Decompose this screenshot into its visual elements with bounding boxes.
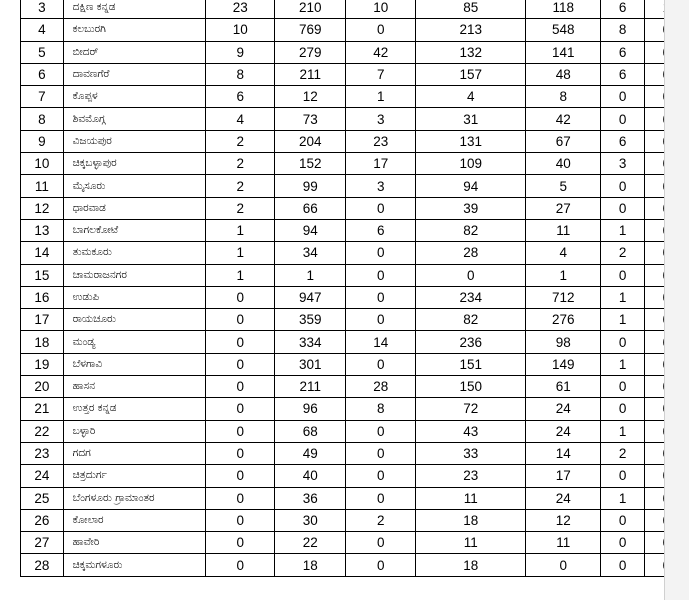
value-cell: 157 bbox=[416, 63, 526, 85]
value-cell: 2 bbox=[346, 509, 416, 531]
serial-number-cell: 25 bbox=[21, 487, 64, 509]
value-cell: 0 bbox=[206, 509, 275, 531]
table-row bbox=[21, 309, 689, 331]
value-cell: 8 bbox=[206, 63, 275, 85]
serial-number-cell: 21 bbox=[21, 398, 64, 420]
serial-number-cell: 6 bbox=[21, 63, 64, 85]
value-cell: 0 bbox=[601, 465, 644, 487]
table-row bbox=[21, 242, 689, 264]
value-cell: 6 bbox=[346, 219, 416, 241]
serial-number-cell: 9 bbox=[21, 130, 64, 152]
value-cell: 0 bbox=[206, 554, 275, 576]
value-cell: 712 bbox=[526, 286, 601, 308]
value-cell: 98 bbox=[526, 331, 601, 353]
value-cell: 23 bbox=[346, 130, 416, 152]
serial-number-cell: 14 bbox=[21, 242, 64, 264]
value-cell: 0 bbox=[601, 509, 644, 531]
value-cell: 94 bbox=[275, 219, 346, 241]
district-name-cell: ಕಲಬುರಗಿ bbox=[63, 19, 205, 41]
value-cell: 6 bbox=[601, 130, 644, 152]
value-cell: 0 bbox=[601, 86, 644, 108]
value-cell: 334 bbox=[275, 331, 346, 353]
table-row bbox=[21, 41, 689, 63]
table-row bbox=[21, 420, 689, 442]
value-cell: 8 bbox=[346, 398, 416, 420]
value-cell: 6 bbox=[601, 0, 644, 19]
value-cell: 10 bbox=[346, 0, 416, 19]
value-cell: 131 bbox=[416, 130, 526, 152]
serial-number-cell: 28 bbox=[21, 554, 64, 576]
value-cell: 1 bbox=[601, 353, 644, 375]
value-cell: 4 bbox=[206, 108, 275, 130]
value-cell: 109 bbox=[416, 153, 526, 175]
district-name-cell: ದಾವಣಗೆರೆ bbox=[63, 63, 205, 85]
table-row bbox=[21, 219, 689, 241]
value-cell: 151 bbox=[416, 353, 526, 375]
value-cell: 0 bbox=[346, 286, 416, 308]
value-cell: 11 bbox=[416, 487, 526, 509]
value-cell: 43 bbox=[416, 420, 526, 442]
value-cell: 1 bbox=[601, 286, 644, 308]
table-row bbox=[21, 175, 689, 197]
value-cell: 33 bbox=[416, 442, 526, 464]
value-cell: 39 bbox=[416, 197, 526, 219]
value-cell: 0 bbox=[346, 532, 416, 554]
value-cell: 947 bbox=[275, 286, 346, 308]
value-cell: 73 bbox=[275, 108, 346, 130]
value-cell: 36 bbox=[275, 487, 346, 509]
district-name-cell: ಬೆಳಗಾವಿ bbox=[63, 353, 205, 375]
district-name-cell: ಧಾರವಾಡ bbox=[63, 197, 205, 219]
value-cell: 6 bbox=[601, 41, 644, 63]
value-cell: 10 bbox=[206, 19, 275, 41]
value-cell: 22 bbox=[275, 532, 346, 554]
scan-margin bbox=[664, 0, 689, 600]
district-name-cell: ಬಳ್ಳಾರಿ bbox=[63, 420, 205, 442]
district-name-cell: ಉತ್ತರ ಕನ್ನಡ bbox=[63, 398, 205, 420]
value-cell: 99 bbox=[275, 175, 346, 197]
value-cell: 68 bbox=[275, 420, 346, 442]
value-cell: 132 bbox=[416, 41, 526, 63]
value-cell: 0 bbox=[206, 398, 275, 420]
district-name-cell: ಚಾಮರಾಜನಗರ bbox=[63, 264, 205, 286]
value-cell: 0 bbox=[346, 197, 416, 219]
district-name-cell: ಚಿತ್ರದುರ್ಗ bbox=[63, 465, 205, 487]
value-cell: 2 bbox=[601, 442, 644, 464]
value-cell: 3 bbox=[601, 153, 644, 175]
value-cell: 301 bbox=[275, 353, 346, 375]
value-cell: 150 bbox=[416, 376, 526, 398]
serial-number-cell: 4 bbox=[21, 19, 64, 41]
table-row bbox=[21, 86, 689, 108]
value-cell: 24 bbox=[526, 398, 601, 420]
district-name-cell: ರಾಯಚೂರು bbox=[63, 309, 205, 331]
value-cell: 0 bbox=[601, 532, 644, 554]
value-cell: 23 bbox=[416, 465, 526, 487]
value-cell: 2 bbox=[206, 197, 275, 219]
value-cell: 276 bbox=[526, 309, 601, 331]
value-cell: 0 bbox=[346, 487, 416, 509]
value-cell: 40 bbox=[275, 465, 346, 487]
table-row bbox=[21, 465, 689, 487]
value-cell: 0 bbox=[346, 19, 416, 41]
value-cell: 234 bbox=[416, 286, 526, 308]
value-cell: 82 bbox=[416, 309, 526, 331]
value-cell: 0 bbox=[601, 376, 644, 398]
table-row bbox=[21, 63, 689, 85]
value-cell: 28 bbox=[416, 242, 526, 264]
serial-number-cell: 17 bbox=[21, 309, 64, 331]
value-cell: 548 bbox=[526, 19, 601, 41]
value-cell: 17 bbox=[346, 153, 416, 175]
value-cell: 204 bbox=[275, 130, 346, 152]
serial-number-cell: 24 bbox=[21, 465, 64, 487]
value-cell: 359 bbox=[275, 309, 346, 331]
value-cell: 49 bbox=[275, 442, 346, 464]
serial-number-cell: 13 bbox=[21, 219, 64, 241]
table-row bbox=[21, 108, 689, 130]
serial-number-cell: 5 bbox=[21, 41, 64, 63]
value-cell: 0 bbox=[206, 420, 275, 442]
district-name-cell: ಉಡುಪಿ bbox=[63, 286, 205, 308]
table-row bbox=[21, 197, 689, 219]
value-cell: 48 bbox=[526, 63, 601, 85]
value-cell: 2 bbox=[206, 130, 275, 152]
value-cell: 118 bbox=[526, 0, 601, 19]
value-cell: 61 bbox=[526, 376, 601, 398]
serial-number-cell: 18 bbox=[21, 331, 64, 353]
value-cell: 24 bbox=[526, 420, 601, 442]
value-cell: 66 bbox=[275, 197, 346, 219]
table-row bbox=[21, 532, 689, 554]
value-cell: 0 bbox=[346, 442, 416, 464]
value-cell: 27 bbox=[526, 197, 601, 219]
value-cell: 152 bbox=[275, 153, 346, 175]
value-cell: 211 bbox=[275, 376, 346, 398]
district-statistics-table bbox=[20, 0, 689, 577]
value-cell: 67 bbox=[526, 130, 601, 152]
value-cell: 0 bbox=[206, 532, 275, 554]
value-cell: 211 bbox=[275, 63, 346, 85]
value-cell: 236 bbox=[416, 331, 526, 353]
table-row bbox=[21, 487, 689, 509]
value-cell: 12 bbox=[526, 509, 601, 531]
value-cell: 23 bbox=[206, 0, 275, 19]
value-cell: 2 bbox=[206, 153, 275, 175]
value-cell: 12 bbox=[275, 86, 346, 108]
value-cell: 0 bbox=[416, 264, 526, 286]
value-cell: 0 bbox=[601, 108, 644, 130]
value-cell: 149 bbox=[526, 353, 601, 375]
value-cell: 0 bbox=[601, 398, 644, 420]
value-cell: 7 bbox=[346, 63, 416, 85]
value-cell: 34 bbox=[275, 242, 346, 264]
table-row bbox=[21, 398, 689, 420]
serial-number-cell: 16 bbox=[21, 286, 64, 308]
district-name-cell: ಕೊಪ್ಪಳ bbox=[63, 86, 205, 108]
value-cell: 0 bbox=[206, 376, 275, 398]
serial-number-cell: 27 bbox=[21, 532, 64, 554]
value-cell: 0 bbox=[346, 264, 416, 286]
value-cell: 94 bbox=[416, 175, 526, 197]
value-cell: 0 bbox=[601, 197, 644, 219]
table-row bbox=[21, 554, 689, 576]
serial-number-cell: 19 bbox=[21, 353, 64, 375]
district-name-cell: ಬಾಗಲಕೋಟೆ bbox=[63, 219, 205, 241]
value-cell: 1 bbox=[206, 242, 275, 264]
value-cell: 0 bbox=[346, 465, 416, 487]
value-cell: 8 bbox=[526, 86, 601, 108]
value-cell: 0 bbox=[601, 264, 644, 286]
value-cell: 18 bbox=[416, 554, 526, 576]
serial-number-cell: 11 bbox=[21, 175, 64, 197]
value-cell: 1 bbox=[526, 264, 601, 286]
value-cell: 279 bbox=[275, 41, 346, 63]
serial-number-cell: 23 bbox=[21, 442, 64, 464]
value-cell: 0 bbox=[206, 286, 275, 308]
value-cell: 210 bbox=[275, 0, 346, 19]
district-name-cell: ಶಿವಮೊಗ್ಗ bbox=[63, 108, 205, 130]
page-edge-divider bbox=[664, 0, 665, 600]
district-name-cell: ಬೆಂಗಳೂರು ಗ್ರಾಮಾಂತರ bbox=[63, 487, 205, 509]
value-cell: 3 bbox=[346, 175, 416, 197]
value-cell: 0 bbox=[206, 309, 275, 331]
value-cell: 0 bbox=[206, 487, 275, 509]
value-cell: 8 bbox=[601, 19, 644, 41]
value-cell: 0 bbox=[601, 554, 644, 576]
value-cell: 769 bbox=[275, 19, 346, 41]
district-name-cell: ವಿಜಯಪುರ bbox=[63, 130, 205, 152]
value-cell: 72 bbox=[416, 398, 526, 420]
value-cell: 0 bbox=[346, 554, 416, 576]
value-cell: 31 bbox=[416, 108, 526, 130]
value-cell: 0 bbox=[601, 331, 644, 353]
value-cell: 0 bbox=[206, 353, 275, 375]
value-cell: 141 bbox=[526, 41, 601, 63]
value-cell: 213 bbox=[416, 19, 526, 41]
value-cell: 0 bbox=[346, 420, 416, 442]
district-name-cell: ಹಾಸನ bbox=[63, 376, 205, 398]
serial-number-cell: 10 bbox=[21, 153, 64, 175]
value-cell: 4 bbox=[416, 86, 526, 108]
value-cell: 24 bbox=[526, 487, 601, 509]
district-name-cell: ಕೋಲಾರ bbox=[63, 509, 205, 531]
serial-number-cell: 20 bbox=[21, 376, 64, 398]
value-cell: 14 bbox=[526, 442, 601, 464]
value-cell: 18 bbox=[416, 509, 526, 531]
district-name-cell: ಚಿಕ್ಕಬಳ್ಳಾಪುರ bbox=[63, 153, 205, 175]
district-name-cell: ಮಂಡ್ಯ bbox=[63, 331, 205, 353]
value-cell: 1 bbox=[601, 420, 644, 442]
value-cell: 1 bbox=[601, 219, 644, 241]
serial-number-cell: 12 bbox=[21, 197, 64, 219]
table-row bbox=[21, 19, 689, 41]
value-cell: 30 bbox=[275, 509, 346, 531]
value-cell: 6 bbox=[206, 86, 275, 108]
value-cell: 0 bbox=[346, 242, 416, 264]
value-cell: 28 bbox=[346, 376, 416, 398]
value-cell: 2 bbox=[206, 175, 275, 197]
district-name-cell: ಮೈಸೂರು bbox=[63, 175, 205, 197]
table-row bbox=[21, 153, 689, 175]
value-cell: 1 bbox=[601, 487, 644, 509]
value-cell: 1 bbox=[346, 86, 416, 108]
table-row bbox=[21, 130, 689, 152]
table-row bbox=[21, 509, 689, 531]
value-cell: 5 bbox=[526, 175, 601, 197]
value-cell: 0 bbox=[206, 442, 275, 464]
value-cell: 85 bbox=[416, 0, 526, 19]
table-row bbox=[21, 264, 689, 286]
table-row bbox=[21, 376, 689, 398]
value-cell: 11 bbox=[526, 532, 601, 554]
value-cell: 11 bbox=[416, 532, 526, 554]
district-name-cell: ದಕ್ಷಿಣ ಕನ್ನಡ bbox=[63, 0, 205, 19]
value-cell: 0 bbox=[526, 554, 601, 576]
value-cell: 82 bbox=[416, 219, 526, 241]
value-cell: 11 bbox=[526, 219, 601, 241]
table-row bbox=[21, 0, 689, 19]
value-cell: 3 bbox=[346, 108, 416, 130]
district-name-cell: ಚಿಕ್ಕಮಗಳೂರು bbox=[63, 554, 205, 576]
value-cell: 1 bbox=[275, 264, 346, 286]
serial-number-cell: 3 bbox=[21, 0, 64, 19]
serial-number-cell: 26 bbox=[21, 509, 64, 531]
value-cell: 40 bbox=[526, 153, 601, 175]
value-cell: 4 bbox=[526, 242, 601, 264]
serial-number-cell: 15 bbox=[21, 264, 64, 286]
district-name-cell: ಹಾವೇರಿ bbox=[63, 532, 205, 554]
value-cell: 14 bbox=[346, 331, 416, 353]
value-cell: 1 bbox=[206, 219, 275, 241]
district-name-cell: ಗದಗ bbox=[63, 442, 205, 464]
value-cell: 1 bbox=[601, 309, 644, 331]
value-cell: 0 bbox=[346, 353, 416, 375]
value-cell: 2 bbox=[601, 242, 644, 264]
value-cell: 0 bbox=[346, 309, 416, 331]
value-cell: 0 bbox=[601, 175, 644, 197]
value-cell: 18 bbox=[275, 554, 346, 576]
value-cell: 1 bbox=[206, 264, 275, 286]
value-cell: 0 bbox=[206, 331, 275, 353]
table-row bbox=[21, 353, 689, 375]
value-cell: 42 bbox=[346, 41, 416, 63]
table-row bbox=[21, 442, 689, 464]
value-cell: 17 bbox=[526, 465, 601, 487]
district-name-cell: ತುಮಕೂರು bbox=[63, 242, 205, 264]
value-cell: 42 bbox=[526, 108, 601, 130]
serial-number-cell: 22 bbox=[21, 420, 64, 442]
table-row bbox=[21, 286, 689, 308]
district-name-cell: ಬೀದರ್ bbox=[63, 41, 205, 63]
serial-number-cell: 7 bbox=[21, 86, 64, 108]
value-cell: 96 bbox=[275, 398, 346, 420]
value-cell: 6 bbox=[601, 63, 644, 85]
value-cell: 9 bbox=[206, 41, 275, 63]
value-cell: 0 bbox=[206, 465, 275, 487]
table-row bbox=[21, 331, 689, 353]
serial-number-cell: 8 bbox=[21, 108, 64, 130]
